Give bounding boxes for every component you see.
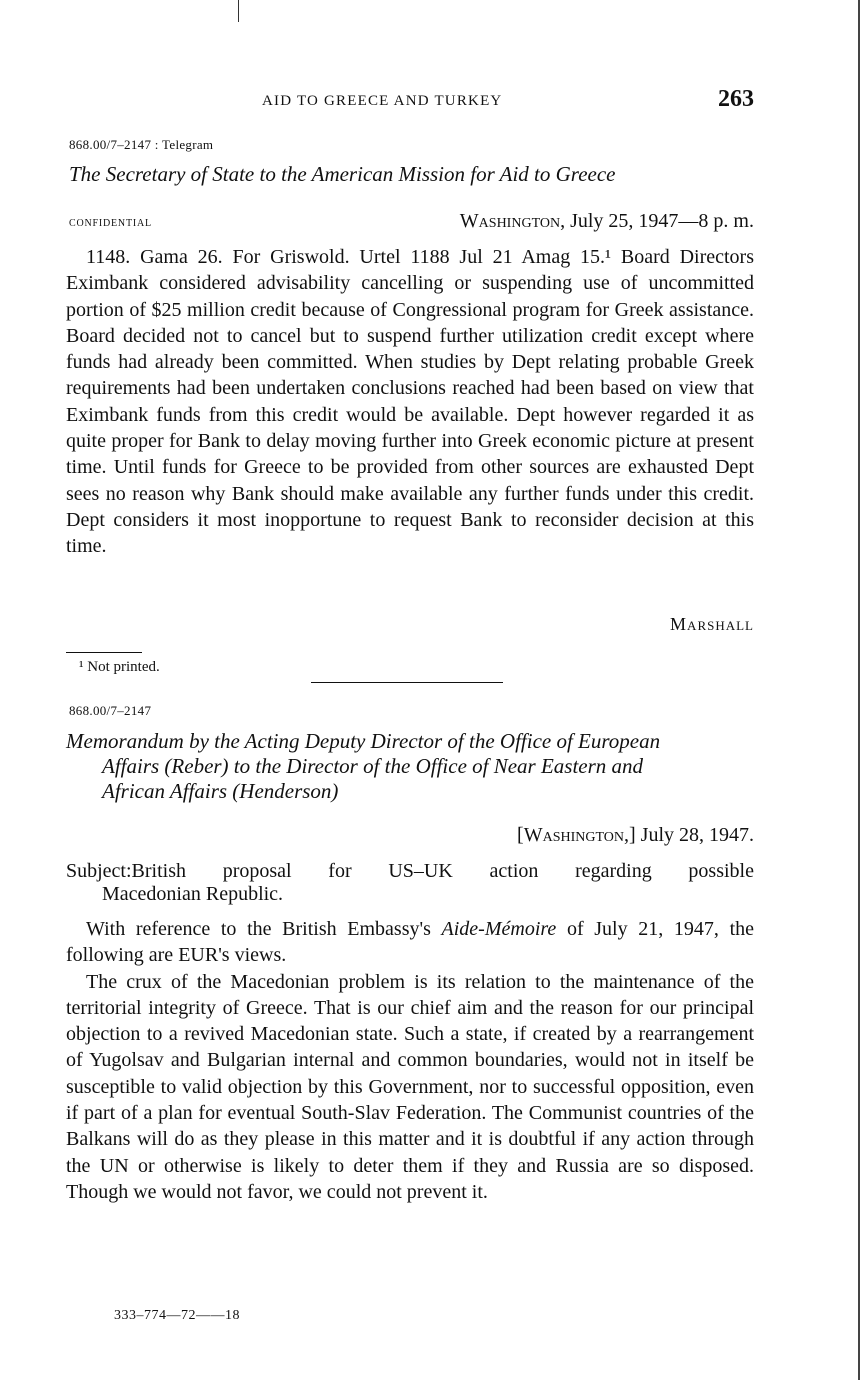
footnote: ¹ Not printed. [79,659,160,675]
doc2-file-number: 868.00/7–2147 [69,703,152,718]
doc2-paragraph-2: The crux of the Macedonian problem is its relation to the maintenance of the territorial integrity of Greece. That is our chief aim and the reason for our principal objection to a revived Macedonian state. Such a state, if created by a rearrangement of Yugolsav and Bulgarian internal and common boundaries, would not in itself be susceptible to valid objection by this Government, nor to successful opposition, even if part of a plan for eventual South-Slav Federation. The Communist countries of the Balkans will do as they please in this matter and it is doubtful if any action through the UN or otherwise is likely to deter them if they and Russia are so disposed. Though we would not favor, we could not prevent it. [66,970,754,1203]
section-separator [311,682,503,683]
running-title: AID TO GREECE AND TURKEY [262,93,503,109]
running-head [66,86,754,118]
footnote-rule [66,652,142,653]
doc1-body [66,244,754,560]
doc2-dateline-date: ,] July 28, 1947. [624,824,754,846]
page-edge-mark [238,0,239,22]
page-number: 263 [718,86,754,112]
page-edge-shadow [858,0,860,1380]
doc1-paragraph: 1148. Gama 26. For Griswold. Urtel 1188 Jul 21 Amag 15.¹ Board Directors Eximbank considered advisability cancelling or suspending use of uncommitted portion of $25 million credit because of Congressional program for Greek assistance. Board decided not to cancel but to suspend further utilization credit except where funds had already been committed. When studies by Dept relating probable Greek requirements had been undertaken conclusions reached had been based on view that Eximbank funds from this credit would be available. Dept however regarded it as quite proper for Bank to delay moving further into Greek economic picture at present time. Until funds for Greece to be provided from other sources are exhausted Dept sees no reason why Bank should make available any further funds under this credit. Dept considers it most inopportune to request Bank to reconsider decision at this time. [66,246,754,558]
doc2-subject [66,860,754,906]
doc2-dateline-place: Washington [523,824,624,846]
doc1-title: The Secretary of State to the American Mission for Aid to Greece [69,162,616,186]
doc1-signature: Marshall [670,614,754,634]
subject-continuation: Macedonian Republic. [102,883,284,905]
doc1-dateline [460,210,754,233]
doc1-header-row [69,210,754,236]
subject-label: Subject: [66,860,132,882]
bracket-open: [ [517,824,524,846]
doc2-body [66,916,754,1205]
doc1-dateline-date: , July 25, 1947—8 p. m. [560,210,754,232]
doc2-paragraph-1 [66,916,754,969]
doc2-title-line: Affairs (Reber) to the Director of the Office of Near Eastern and [102,754,644,778]
doc1-file-number: 868.00/7–2147 : Telegram [69,137,214,152]
para1-end: of July 21, 1947, the following are EUR's views. [66,918,754,967]
subject-text: British proposal for US–UK action regarding possible [131,860,754,882]
doc2-dateline [517,824,754,847]
doc1-dateline-place: Washington [459,210,561,232]
para1-italic: Aide-Mémoire [441,918,557,940]
doc2-title-line: African Affairs (Henderson) [102,779,339,803]
doc2-title [66,729,754,804]
classification-label: confidential [69,215,152,230]
para1-start: With reference to the British Embassy's [86,918,442,940]
doc2-title-line: Memorandum by the Acting Deputy Director of the Office of European [66,729,661,753]
printer-code: 333–774—72——18 [114,1308,240,1323]
